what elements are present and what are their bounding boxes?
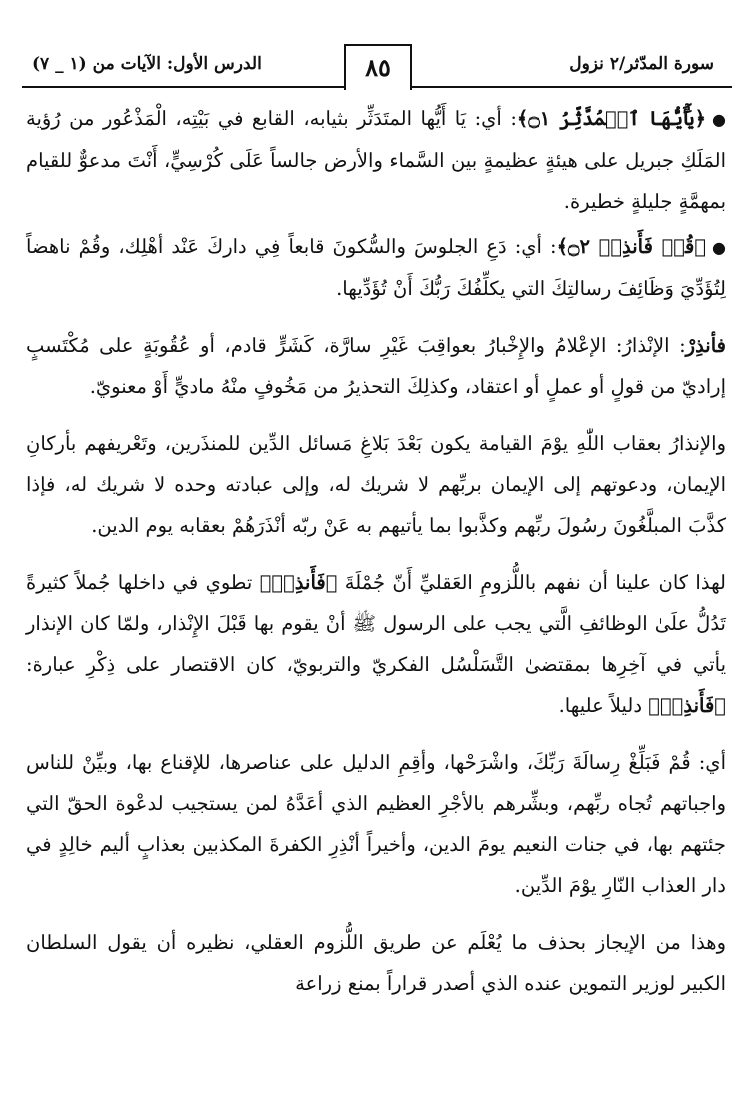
paragraph-text: دليلاً عليها. — [558, 694, 649, 717]
definition-text: : الإنْذارُ: الإعْلامُ والإِخْبارُ بعواقِبَ غَيْرِ سارَّة، كَشَرٍّ قادم، أو عُقُوبَةٍ على مُكْتَسبٍ إراديّ من قولٍ أو عملٍ أو اعتقاد، وكذلِكَ التحذيرُ من مَخُوفٍ منْهُ ماديٍّ أَوْ معنويّ. — [26, 334, 726, 398]
lesson-title: الدرس الأول: الآيات من (١ _ ٧) — [32, 54, 262, 74]
paragraph-text: لهذا كان علينا أن نفهم باللُّزومِ العَقليِّ أَنّ جُمْلَةَ — [337, 571, 726, 594]
page-header — [22, 30, 732, 88]
bullet-icon: ● — [712, 238, 727, 257]
quranic-verse: ﴿يَٰٓأَيُّهَا ٱلۡمُدَّثِّرُ ۝١﴾ — [516, 107, 707, 130]
page-body — [22, 98, 732, 1004]
verse-explanation-1 — [26, 98, 726, 222]
quranic-verse: ﴿فَأَنذِرۡ﴾ — [259, 571, 338, 594]
explanation-text: : أي: يَا أَيُّها المتَدَثِّر بثيابه، القابع في بَيْتِه، الْمَذْعُور من رُؤية المَلَكِ جبريل على هيئةٍ عظيمةٍ بين السَّماء والأرض جالساً عَلَى كُرْسِيٍّ، أَنْتَ مدعوٌّ للقيام بمهمَّةٍ جليلةٍ خطيرة. — [26, 107, 726, 213]
paragraph: وهذا من الإيجاز بحذف ما يُعْلَم عن طريق اللُّزوم العقلي، نظيره أن يقول السلطان الكبير لوزير التموين عنده الذي أصدر قراراً بمنع زراعة — [26, 931, 726, 995]
quranic-verse: ﴿فَأَنذِرۡ﴾ — [648, 694, 726, 717]
definition-paragraph — [26, 325, 726, 407]
page-number: ٨٥ — [344, 44, 412, 90]
paragraph: والإنذارُ بعقاب اللّٰهِ يوْمَ القيامة يكون بَعْدَ بَلاغِ مَسائل الدِّين للمنذَرين، وتَعْريفهم بأركانِ الإيمان، ودعوتهم إلى الإيمان بربِّهم لا شريك له، وإلى عبادته وحده لا شريك له، فإذا كذَّبَ المبلَّغُونَ رسُولَ ربِّهم وكذَّبوا بما يأتيهم به عَنْ ربّه أنْذَرَهُمْ بعقابه يوم الدين. — [26, 432, 726, 537]
bullet-icon: ● — [712, 110, 726, 129]
book-page — [22, 30, 732, 1098]
paragraph-text: تطوي في داخلها جُملاً كثيرةً تَدُلُّ علَىٰ الوظائفِ الَّتي يجب على الرسول ﷺ أنْ يقوم بها قَبْلَ الإِنْذار، ولمّا كان الإنذار يأتي في آخِرِها بمقتضىٰ التَّسَلْسُل الفكريّ والتربويّ، كان الاقتصار على ذِكْرِ عبارة: — [26, 571, 726, 676]
defined-term: فأنذِرْ — [685, 334, 726, 357]
paragraph — [26, 562, 726, 726]
surah-title: سورة المدّثر/٢ نزول — [569, 54, 714, 74]
quranic-verse: ﴿قُمۡ فَأَنذِرۡ ۝٢﴾ — [556, 235, 707, 258]
paragraph: أي: قُمْ فَبَلِّغْ رِسالَةَ رَبِّكَ، واشْرَحْها، وأقِمِ الدليل على عناصرها، للإقناع بها، وبيِّنْ للناس واجباتهم تُجاه ربِّهم، وبشِّرهم بالأجْرِ العظيم الذي أعَدَّهُ لمن يستجيب لدعْوة الحقّ التي جئتهم بها، في جنات النعيم يومَ الدين، وأخيراً أنْذِرِ الكفرةَ المكذبين بعذابٍ أليم خالِدٍ في دار العذاب النّارِ يوْمَ الدِّين. — [26, 751, 726, 897]
verse-explanation-2 — [26, 226, 726, 309]
explanation-text: : أي: دَعِ الجلوسَ والسُّكونَ قابعاً فِي داركَ عَنْد أهْلِك، وقُمْ ناهضاً لِتُؤَدِّيَ وَظَائِفَ رسالتِكَ التي يكلِّفُكَ رَبُّكَ أَنْ تُؤَدِّيها. — [26, 235, 726, 300]
